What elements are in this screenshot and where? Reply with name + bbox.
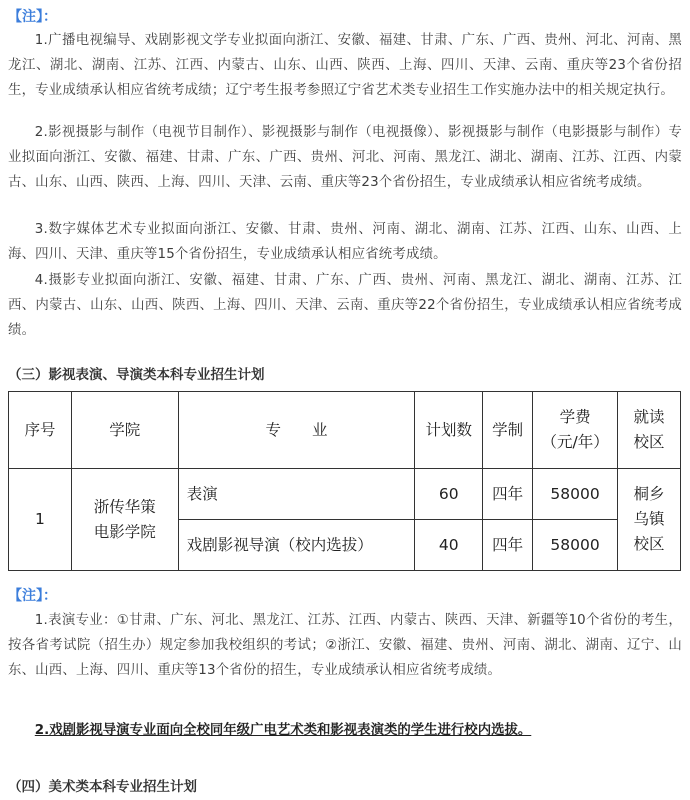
cell-major: 表演 [178, 469, 415, 520]
header-duration: 学制 [483, 392, 533, 469]
directing-selection-note: 2.戏剧影视导演专业面向全校同年级广电艺术类和影视表演类的学生进行校内选拔。 [34, 723, 532, 738]
cell-duration: 四年 [483, 469, 533, 520]
note-heading-2: 【注】： [8, 588, 57, 604]
header-campus [618, 392, 681, 469]
cell-duration: 四年 [483, 520, 533, 571]
cell-fee: 58000 [533, 520, 618, 571]
header-fee-line1: 学费 [559, 408, 591, 426]
header-plan: 计划数 [415, 392, 483, 469]
header-college: 学院 [71, 392, 178, 469]
cell-plan: 60 [415, 469, 483, 520]
note-paragraph-4: 4.摄影专业拟面向浙江、安徽、福建、甘肃、广东、广西、贵州、河南、黑龙江、湖北、湖南、江苏、江西、内蒙古、山东、山西、陕西、上海、四川、天津、云南、重庆等22个省份招生，专业成绩承认相应省统考成绩。 [8, 273, 682, 338]
cell-index: 1 [9, 469, 72, 571]
cell-major: 戏剧影视导演（校内选拔） [178, 520, 415, 571]
cell-college [71, 469, 178, 571]
section-title-3: （三）影视表演、导演类本科专业招生计划 [8, 367, 265, 383]
header-campus-line1: 就读 [633, 408, 665, 426]
campus-line2: 乌镇 [633, 510, 665, 528]
campus-line1: 桐乡 [633, 485, 665, 503]
campus-line3: 校区 [633, 535, 665, 553]
cell-campus [618, 469, 681, 571]
note-paragraph-2: 2.影视摄影与制作（电视节目制作）、影视摄影与制作（电视摄像）、影视摄影与制作（电影摄影与制作）专业拟面向浙江、安徽、福建、甘肃、广东、广西、贵州、河北、河南、黑龙江、湖北、湖南、江苏、江西、内蒙古、山东、山西、陕西、上海、四川、天津、云南、重庆等23个省份招生，专业成绩承认相应省统考成绩。 [8, 125, 682, 190]
college-line1: 浙传华策 [93, 497, 156, 516]
table-header-row [9, 392, 681, 469]
cell-fee: 58000 [533, 469, 618, 520]
college-line2: 电影学院 [93, 522, 156, 541]
section-title-4: （四）美术类本科专业招生计划 [8, 779, 197, 795]
cell-plan: 40 [415, 520, 483, 571]
header-fee-line2: （元/年） [541, 433, 609, 451]
note-paragraph-3: 3.数字媒体艺术专业拟面向浙江、安徽、甘肃、贵州、河南、湖北、湖南、江苏、江西、山东、山西、上海、四川、天津、重庆等15个省份招生，专业成绩承认相应省统考成绩。 [8, 222, 682, 262]
enrollment-table [8, 391, 681, 571]
header-index: 序号 [9, 392, 72, 469]
header-major: 专 业 [178, 392, 415, 469]
table-row [9, 469, 681, 520]
header-campus-line2: 校区 [633, 433, 665, 451]
note-paragraph-1: 1.广播电视编导、戏剧影视文学专业拟面向浙江、安徽、福建、甘肃、广东、广西、贵州、河北、河南、黑龙江、湖北、湖南、江苏、江西、内蒙古、山东、山西、陕西、上海、四川、天津、云南、重庆等23个省份招生，专业成绩承认相应省统考成绩；辽宁考生报考参照辽宁省艺术类专业招生工作实施办法中的相关规定执行。 [8, 33, 682, 98]
note2-paragraph-2 [8, 719, 682, 738]
header-fee [533, 392, 618, 469]
note-heading: 【注】： [8, 9, 57, 25]
note2-paragraph-1: 1.表演专业：①甘肃、广东、河北、黑龙江、江苏、江西、内蒙古、陕西、天津、新疆等10个省份的考生，按各省考试院（招生办）规定参加我校组织的考试；②浙江、安徽、福建、贵州、河南、湖北、湖南、辽宁、山东、山西、上海、四川、重庆等13个省份的招生，专业成绩承认相应省统考成绩。 [8, 613, 682, 678]
